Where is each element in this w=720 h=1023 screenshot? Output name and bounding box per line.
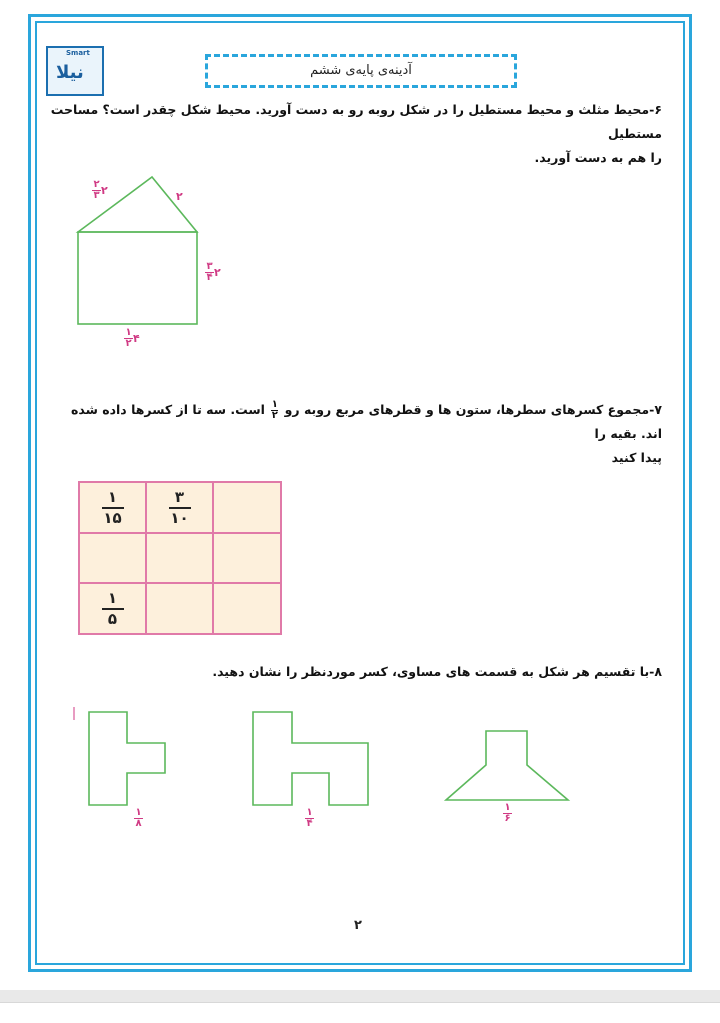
den: ۴ bbox=[206, 272, 213, 283]
num: ۱ bbox=[107, 588, 118, 607]
fraction bbox=[205, 262, 214, 283]
question-7 bbox=[46, 398, 662, 470]
rect-right-label bbox=[205, 262, 221, 283]
num: ۳ bbox=[206, 261, 213, 272]
num: ۳ bbox=[174, 487, 185, 506]
whole: ۲ bbox=[101, 184, 108, 197]
whole: ۴ bbox=[133, 332, 140, 345]
question-7-line1 bbox=[46, 398, 662, 446]
question-7-line2: پیدا کنید bbox=[611, 450, 662, 465]
next-page-edge bbox=[0, 1002, 720, 1023]
logo-main-text: نیلا bbox=[56, 62, 84, 83]
logo-small-text: Smart bbox=[66, 49, 90, 57]
shape-1-fraction bbox=[134, 808, 143, 829]
num: ۲ bbox=[93, 179, 100, 190]
q7-text-a: ۷-مجموع کسرهای سطرها، ستون ها و قطرهای مربع روبه رو bbox=[284, 402, 662, 417]
num: ۱ bbox=[125, 327, 132, 338]
den: ۵ bbox=[107, 609, 118, 628]
shape-2-fraction bbox=[305, 808, 314, 829]
grid-cell bbox=[146, 482, 213, 533]
num: ۱ bbox=[306, 807, 313, 818]
question-8-text: ۸-با تقسیم هر شکل به قسمت های مساوی، کسر موردنظر را نشان دهید. bbox=[212, 664, 662, 679]
shape-trapezoid bbox=[446, 731, 568, 800]
den: ۱۰ bbox=[170, 508, 189, 527]
q7-text-b: است. سه تا از کسرها داده شده اند. بقیه را bbox=[70, 402, 662, 441]
triangle-left-label bbox=[92, 180, 108, 201]
question-6-line1: ۶-محیط مثلث و محیط مستطیل را در شکل روبه رو به دست آورید. محیط شکل چقدر است؟ مساحت مستطیل bbox=[50, 102, 662, 141]
num: ۱ bbox=[107, 487, 118, 506]
whole: ۲ bbox=[214, 266, 221, 279]
page-number: ۲ bbox=[354, 918, 362, 933]
fraction bbox=[124, 328, 133, 349]
den: ۶ bbox=[504, 813, 511, 824]
num: ۱ bbox=[135, 807, 142, 818]
triangle-right-label: ۲ bbox=[176, 190, 183, 203]
den: ۲ bbox=[271, 410, 278, 421]
fraction bbox=[92, 180, 101, 201]
question-6-line2: را هم به دست آورید. bbox=[534, 150, 662, 165]
page-title: آدینه‌ی پایه‌ی ششم bbox=[205, 54, 517, 88]
den: ۱۵ bbox=[103, 508, 122, 527]
rect-bottom-label bbox=[124, 328, 140, 349]
shape-3-fraction bbox=[503, 803, 512, 824]
num: ۱ bbox=[271, 399, 278, 410]
grid-cell bbox=[79, 583, 146, 634]
house-rectangle bbox=[78, 232, 197, 324]
den: ۸ bbox=[135, 818, 142, 829]
shape-t bbox=[89, 712, 165, 805]
question-8 bbox=[46, 660, 662, 684]
shape-h bbox=[253, 712, 368, 805]
den: ۲ bbox=[125, 338, 132, 349]
den: ۳ bbox=[93, 190, 100, 201]
den: ۴ bbox=[306, 818, 313, 829]
num: ۱ bbox=[504, 802, 511, 813]
grid-cell bbox=[79, 482, 146, 533]
q7-fraction bbox=[271, 400, 278, 421]
